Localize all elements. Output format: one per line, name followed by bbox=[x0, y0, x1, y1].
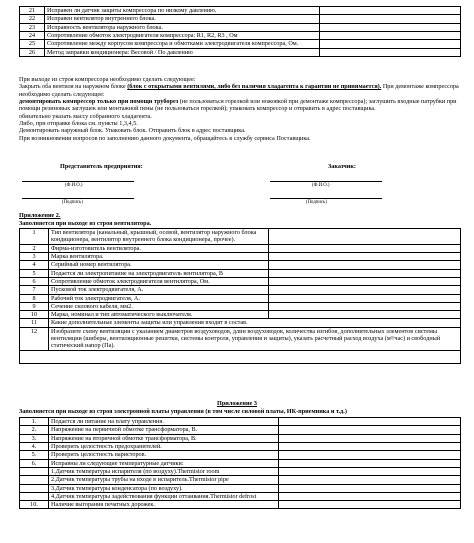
row-text: 2.Датчик температуры трубы на входе в испаритель.Thermistor pipe bbox=[49, 476, 279, 484]
answer-cell bbox=[320, 15, 461, 23]
row-number bbox=[20, 467, 49, 475]
row-text: 3.Датчик температуры конденсатора (по воздуху). bbox=[49, 484, 279, 492]
instruction-line bbox=[19, 83, 459, 98]
sign-caption: (Подпись) bbox=[62, 200, 83, 205]
appendix-3-subtitle: Заполняется при выходе из строя электронной платы управления (в том числе силовой платы, ИК-приемника и т.д.) bbox=[19, 408, 347, 415]
table-row bbox=[20, 501, 461, 509]
answer-cell bbox=[279, 442, 461, 450]
sign-caption: (Подпись) bbox=[306, 200, 327, 205]
row-number: 22 bbox=[20, 15, 45, 23]
row-text: Проверить целостность предохранителей. bbox=[49, 442, 279, 450]
row-text: Сечение силового кабеля, мм2. bbox=[49, 302, 269, 310]
signature-line bbox=[22, 198, 134, 199]
row-text: Подается ли электропитание на электродвигатель вентилятора, В bbox=[49, 269, 269, 277]
answer-cell bbox=[279, 459, 461, 467]
instruction-line: Демонтировать наружный блок. Упаковать блок. Отправить блок в адрес поставщика. bbox=[19, 127, 246, 135]
answer-cell bbox=[320, 23, 461, 31]
table-row bbox=[20, 311, 461, 319]
answer-cell bbox=[320, 48, 461, 56]
table-row bbox=[20, 294, 461, 302]
table-row bbox=[20, 244, 461, 252]
table-row bbox=[20, 15, 461, 23]
instruction-line: При выходе из строя компрессора необходимо сделать следующее: bbox=[19, 76, 196, 83]
table-row bbox=[20, 7, 461, 15]
answer-cell bbox=[269, 311, 461, 319]
row-text: 4.Датчик температуры задействования функции оттаивания.Thermistor defrost bbox=[49, 492, 279, 500]
row-text: Рабочий ток электродвигателя, А. bbox=[49, 294, 269, 302]
instruction-line: обязательно указать массу собранного хладагента. bbox=[19, 112, 152, 120]
answer-cell bbox=[279, 434, 461, 442]
table-row bbox=[20, 350, 461, 363]
table-row bbox=[20, 277, 461, 285]
table-row bbox=[20, 229, 461, 245]
table-row bbox=[20, 302, 461, 310]
table-row bbox=[20, 492, 461, 500]
answer-cell bbox=[279, 476, 461, 484]
row-number: 9 bbox=[20, 302, 49, 310]
answer-cell bbox=[269, 277, 461, 285]
answer-cell bbox=[269, 302, 461, 310]
answer-cell bbox=[320, 31, 461, 39]
instruction-text: Закрыть оба вентиля на наружном блоке bbox=[19, 83, 128, 91]
row-number: 25 bbox=[20, 40, 45, 48]
row-number: 21 bbox=[20, 7, 45, 15]
row-number: 1 bbox=[20, 229, 49, 245]
fan-checklist-table bbox=[19, 228, 461, 364]
row-number: 8 bbox=[20, 294, 49, 302]
row-number: 1. bbox=[20, 418, 49, 426]
row-text: Исправны ли следующие температурные датчики: bbox=[49, 459, 279, 467]
row-text: Серийный номер вентилятора. bbox=[49, 261, 269, 269]
row-text: Напряжение на вторичной обмотке трансформатора, В. bbox=[49, 434, 279, 442]
table-row bbox=[20, 467, 461, 475]
row-number: 4 bbox=[20, 261, 49, 269]
row-number: 2. bbox=[20, 426, 49, 434]
table-row bbox=[20, 261, 461, 269]
answer-cell bbox=[269, 244, 461, 252]
row-number: 23 bbox=[20, 23, 45, 31]
row-text: Исправность вентилятора наружного блока. bbox=[45, 23, 320, 31]
table-row bbox=[20, 426, 461, 434]
row-number: 10. bbox=[20, 501, 49, 509]
answer-cell bbox=[269, 294, 461, 302]
row-text: Тип вентилятора (канальный, крышный, осевой, вентилятор наружного блока кондиционера, вентилятор внутреннего блока кондиционера, прочее). bbox=[49, 229, 269, 245]
table-row bbox=[20, 31, 461, 39]
table-row bbox=[20, 459, 461, 467]
drawing-area bbox=[20, 350, 461, 363]
instruction-emphasis: демонтировать компрессор только при помощи труборез bbox=[19, 97, 179, 105]
instruction-line: Либо, при отправке блока см. пункты 1,3,4,5. bbox=[19, 119, 138, 127]
compressor-instructions bbox=[19, 76, 459, 142]
row-text: Пусковой ток электродвигателя, А. bbox=[49, 286, 269, 294]
appendix-2-title: Приложение 2. bbox=[19, 212, 61, 219]
row-number bbox=[20, 484, 49, 492]
row-text: Сопротивление обмоток электродвигателя компрессора: R1, R2, R3 , Ом bbox=[45, 31, 320, 39]
table-row bbox=[20, 484, 461, 492]
table-row bbox=[20, 418, 461, 426]
answer-cell bbox=[279, 467, 461, 475]
table-row bbox=[20, 286, 461, 294]
row-number: 5 bbox=[20, 269, 49, 277]
row-number: 12 bbox=[20, 327, 49, 350]
fio-caption: (Ф.И.О.) bbox=[65, 183, 83, 188]
row-text: Метод заправки кондиционера: Весовой / По давлению bbox=[45, 48, 320, 56]
appendix-3-title: Приложение 3 bbox=[217, 400, 257, 407]
row-text: Сопротивление обмоток электродвигателя вентилятора, Ом. bbox=[49, 277, 269, 285]
row-text: Исправен ли датчик защиты компрессора по низкому давлению. bbox=[45, 7, 320, 15]
control-board-checklist-table bbox=[19, 417, 461, 509]
answer-cell bbox=[269, 269, 461, 277]
table-row bbox=[20, 48, 461, 56]
table-row bbox=[20, 327, 461, 350]
row-number: 10 bbox=[20, 311, 49, 319]
row-text: Изобразите схему вентиляции с указанием диаметров воздуховодов, длин воздуховодов, количества изгибов, дополнительных элементов системы вентиляции (шиберы, вентиляционные решетки, системы контроля, управления и защиты), указать расчетный расход воздуха (м³/час) и свободный статический напор (Па). bbox=[49, 327, 461, 350]
table-row bbox=[20, 23, 461, 31]
fio-caption: (Ф.И.О.) bbox=[312, 183, 330, 188]
row-text: Фирма-изготовитель вентилятора. bbox=[49, 244, 269, 252]
instruction-text: При демонтаже компрессора необходимо сделать следующее: bbox=[19, 83, 459, 98]
row-number: 24 bbox=[20, 31, 45, 39]
row-text: 1.Датчик температуры испарителя (по воздуху).Thermistor room bbox=[49, 467, 279, 475]
table-row bbox=[20, 40, 461, 48]
row-number: 11 bbox=[20, 319, 49, 327]
instruction-line: При возникновении вопросов по заполнению данного документа, обращайтесь в службу сервиса Поставщика. bbox=[19, 134, 311, 142]
signature-line bbox=[270, 198, 382, 199]
row-number bbox=[20, 476, 49, 484]
table-row bbox=[20, 476, 461, 484]
row-number: 2 bbox=[20, 244, 49, 252]
instruction-line bbox=[19, 98, 459, 113]
appendix-2-subtitle: Заполняется при выходе из строя вентилятора. bbox=[19, 220, 152, 227]
row-number: 6. bbox=[20, 459, 49, 467]
signature-line bbox=[22, 181, 134, 182]
answer-cell bbox=[279, 492, 461, 500]
row-text: Наличие выгорания печатных дорожек. bbox=[49, 501, 279, 509]
table-row bbox=[20, 252, 461, 260]
answer-cell bbox=[269, 229, 461, 245]
table-row bbox=[20, 451, 461, 459]
row-number: 7 bbox=[20, 286, 49, 294]
row-number bbox=[20, 492, 49, 500]
answer-cell bbox=[279, 426, 461, 434]
answer-cell bbox=[279, 501, 461, 509]
row-number: 3. bbox=[20, 434, 49, 442]
row-text: Проверить целостность варисторов. bbox=[49, 451, 279, 459]
row-text: Напряжение на первичной обмотке трансформатора, В. bbox=[49, 426, 279, 434]
row-number: 3 bbox=[20, 252, 49, 260]
row-text: Подается ли питание на плату управления. bbox=[49, 418, 279, 426]
table-row bbox=[20, 434, 461, 442]
answer-cell bbox=[320, 7, 461, 15]
row-text: Марка, номинал и тип автоматического выключателя. bbox=[49, 311, 269, 319]
row-number: 6 bbox=[20, 277, 49, 285]
compressor-checklist-table bbox=[19, 6, 461, 57]
row-text: Марка вентилятора. bbox=[49, 252, 269, 260]
row-text: Исправен вентилятор внутреннего блока. bbox=[45, 15, 320, 23]
instruction-emphasis: (блок с открытыми вентилями, либо без наличия хладагента к гарантии не принимается). bbox=[127, 83, 382, 91]
table-row bbox=[20, 269, 461, 277]
answer-cell bbox=[269, 252, 461, 260]
answer-cell bbox=[269, 286, 461, 294]
customer-label: Заказчик: bbox=[328, 163, 356, 170]
row-number: 5. bbox=[20, 451, 49, 459]
signature-line bbox=[270, 181, 382, 182]
answer-cell bbox=[279, 418, 461, 426]
instruction-text: (не пользоваться горелкой или ножовкой при демонтаже компрессора); заглушить входные патрубки при помощи резиновых заглушек или монтажной пены (не пользоваться горелкой); упаковать компрессор и отправить в адрес поставщика. bbox=[19, 97, 457, 113]
table-row bbox=[20, 442, 461, 450]
row-text: Сопротивление между корпусом компрессора и обмотками электродвигателя компрессора, Ом. bbox=[45, 40, 320, 48]
row-number: 4. bbox=[20, 442, 49, 450]
table-row bbox=[20, 319, 461, 327]
answer-cell bbox=[279, 484, 461, 492]
enterprise-representative-label: Представитель предприятия: bbox=[60, 163, 143, 170]
answer-cell bbox=[320, 40, 461, 48]
answer-cell bbox=[279, 451, 461, 459]
row-text: Какие дополнительные элементы защиты или управления входят в состав. bbox=[49, 319, 461, 327]
answer-cell bbox=[269, 261, 461, 269]
row-number: 26 bbox=[20, 48, 45, 56]
